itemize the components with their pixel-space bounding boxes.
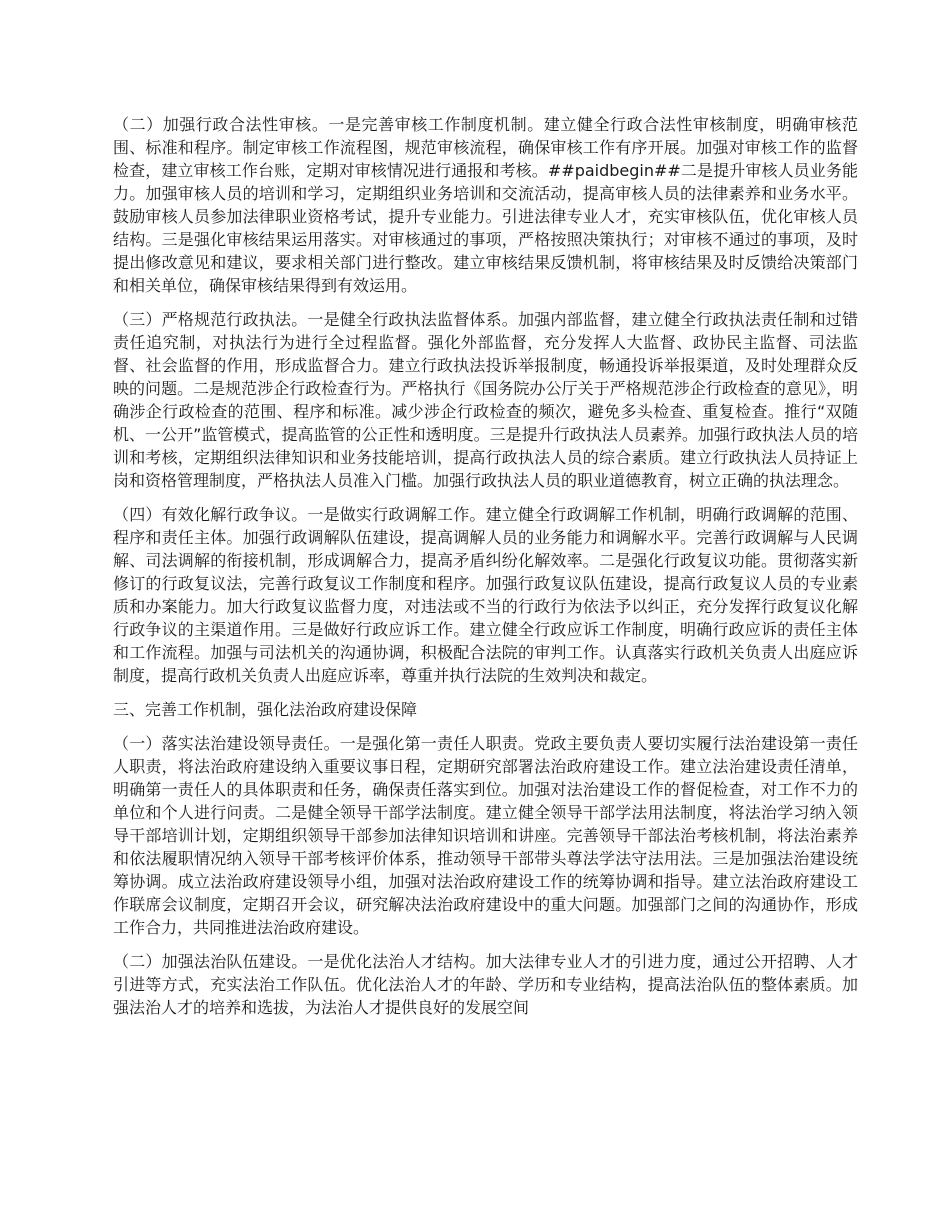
- paragraph-resolve-administrative-disputes: （四）有效化解行政争议。一是做实行政调解工作。建立健全行政调解工作机制，明确行政调解的范围、程序和责任主体。加强行政调解队伍建设，提高调解人员的业务能力和调解水平。完善行政调解与人民调解、司法调解的衔接机制，形成调解合力，提高矛盾纠纷化解效率。二是强化行政复议功能。贯彻落实新修订的行政复议法，完善行政复议工作制度和程序。加强行政复议队伍建设，提高行政复议人员的专业素质和办案能力。加大行政复议监督力度，对违法或不当的行政行为依法予以纠正，充分发挥行政复议化解行政争议的主渠道作用。三是做好行政应诉工作。建立健全行政应诉工作制度，明确行政应诉的责任主体和工作流程。加强与司法机关的沟通协调，积极配合法院的审判工作。认真落实行政机关负责人出庭应诉制度，提高行政机关负责人出庭应诉率，尊重并执行法院的生效判决和裁定。: [113, 505, 858, 685]
- paragraph-leadership-responsibility: （一）落实法治建设领导责任。一是强化第一责任人职责。党政主要负责人要切实履行法治建设第一责任人职责，将法治政府建设纳入重要议事日程，定期研究部署法治政府建设工作。建立法治建设责任清单，明确第一责任人的具体职责和任务，确保责任落实到位。加强对法治建设工作的督促检查，对工作不力的单位和个人进行问责。二是健全领导干部学法制度。建立健全领导干部学法用法制度，将法治学习纳入领导干部培训计划，定期组织领导干部参加法律知识培训和讲座。完善领导干部法治考核机制，将法治素养和依法履职情况纳入领导干部考核评价体系，推动领导干部带头尊法学法守法用法。三是加强法治建设统筹协调。成立法治政府建设领导小组，加强对法治政府建设工作的统筹协调和指导。建立法治政府建设工作联席会议制度，定期召开会议，研究解决法治政府建设中的重大问题。加强部门之间的沟通协作，形成工作合力，共同推进法治政府建设。: [113, 734, 858, 937]
- paragraph-legal-team-building: （二）加强法治队伍建设。一是优化法治人才结构。加大法律专业人才的引进力度，通过公开招聘、人才引进等方式，充实法治工作队伍。优化法治人才的年龄、学历和专业结构，提高法治队伍的整体素质。加强法治人才的培养和选拔，为法治人才提供良好的发展空间: [113, 952, 858, 1017]
- section-heading: 三、完善工作机制，强化法治政府建设保障: [113, 700, 418, 719]
- document-page: [113, 113, 858, 1030]
- paragraph-administrative-legality-review: （二）加强行政合法性审核。一是完善审核工作制度机制。建立健全行政合法性审核制度，明确审核范围、标准和程序。制定审核工作流程图，规范审核流程，确保审核工作有序开展。加强对审核工作的监督检查，建立审核工作台账，定期对审核情况进行通报和考核。##paidbegin##二是提升审核人员业务能力。加强审核人员的培训和学习，定期组织业务培训和交流活动，提高审核人员的法律素养和业务水平。鼓励审核人员参加法律职业资格考试，提升专业能力。引进法律专业人才，充实审核队伍，优化审核人员结构。三是强化审核结果运用落实。对审核通过的事项，严格按照决策执行；对审核不通过的事项，及时提出修改意见和建议，要求相关部门进行整改。建立审核结果反馈机制，将审核结果及时反馈给决策部门和相关单位，确保审核结果得到有效运用。: [113, 115, 858, 295]
- paragraph-standardize-law-enforcement: （三）严格规范行政执法。一是健全行政执法监督体系。加强内部监督，建立健全行政执法责任制和过错责任追究制，对执法行为进行全过程监督。强化外部监督，充分发挥人大监督、政协民主监督、司法监督、社会监督的作用，形成监督合力。建立行政执法投诉举报制度，畅通投诉举报渠道，及时处理群众反映的问题。二是规范涉企行政检查行为。严格执行《国务院办公厅关于严格规范涉企行政检查的意见》，明确涉企行政检查的范围、程序和标准。减少涉企行政检查的频次，避免多头检查、重复检查。推行“双随机、一公开”监管模式，提高监管的公正性和透明度。三是提升行政执法人员素养。加强行政执法人员的培训和考核，定期组织法律知识和业务技能培训，提高行政执法人员的综合素质。建立行政执法人员持证上岗和资格管理制度，严格执法人员准入门槛。加强行政执法人员的职业道德教育，树立正确的执法理念。: [113, 310, 858, 490]
